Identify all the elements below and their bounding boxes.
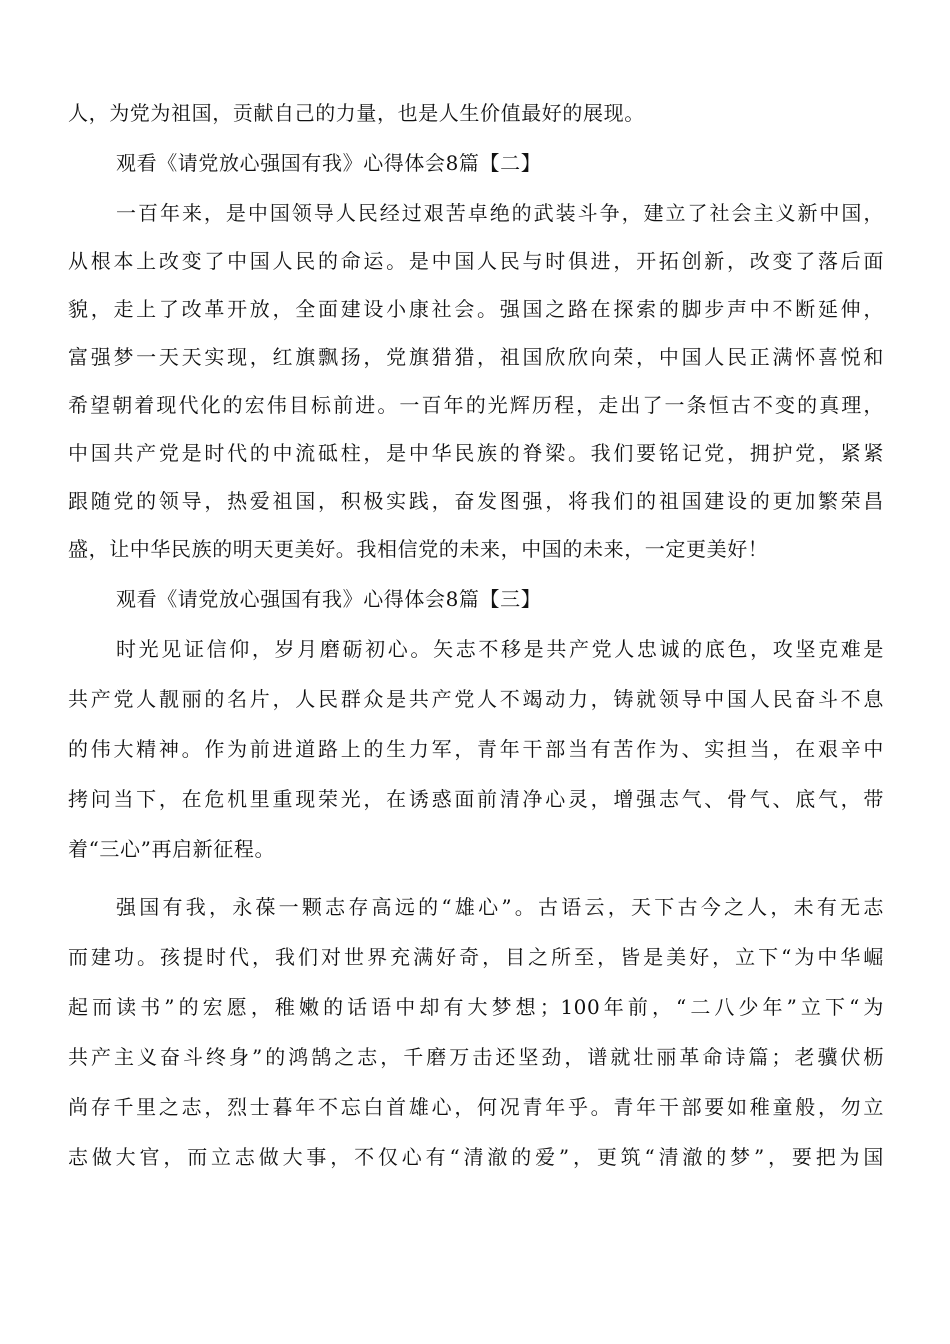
paragraph-line: 的伟大精神。作为前进道路上的生力军，青年干部当有苦作为、实担当，在艰辛中 [68, 737, 884, 761]
paragraph-line: 跟随党的领导，热爱祖国，积极实践，奋发图强，将我们的祖国建设的更加繁荣昌 [68, 489, 884, 513]
paragraph-line: 起而读书”的宏愿，稚嫩的话语中却有大梦想；100年前，“二八少年”立下“为 [68, 995, 884, 1019]
paragraph-line: 志做大官，而立志做大事，不仅心有“清澈的爱”，更筑“清澈的梦”，要把为国 [68, 1145, 884, 1169]
paragraph-line: 共产主义奋斗终身”的鸿鹄之志，千磨万击还坚劲，谱就壮丽革命诗篇；老骥伏枥 [68, 1045, 884, 1069]
paragraph-line: 富强梦一天天实现，红旗飘扬，党旗猎猎，祖国欣欣向荣，中国人民正满怀喜悦和 [68, 345, 884, 369]
paragraph-line: 从根本上改变了中国人民的命运。是中国人民与时俱进，开拓创新，改变了落后面 [68, 249, 884, 273]
paragraph-line: 而建功。孩提时代，我们对世界充满好奇，目之所至，皆是美好，立下“为中华崛 [68, 945, 884, 969]
paragraph-line: 拷问当下，在危机里重现荣光，在诱惑面前清净心灵，增强志气、骨气、底气，带 [68, 787, 884, 811]
paragraph-line: 人，为党为祖国，贡献自己的力量，也是人生价值最好的展现。 [68, 101, 645, 125]
paragraph-line: 时光见证信仰，岁月磨砺初心。矢志不移是共产党人忠诚的底色，攻坚克难是 [116, 637, 884, 661]
paragraph-line: 貌，走上了改革开放，全面建设小康社会。强国之路在探索的脚步声中不断延伸， [68, 297, 884, 321]
paragraph-line: 中国共产党是时代的中流砥柱，是中华民族的脊梁。我们要铭记党，拥护党，紧紧 [68, 441, 884, 465]
section-heading-3: 观看《请党放心强国有我》心得体会8篇【三】 [116, 587, 542, 611]
paragraph-line: 共产党人靓丽的名片，人民群众是共产党人不竭动力，铸就领导中国人民奋斗不息 [68, 687, 884, 711]
paragraph-line: 尚存千里之志，烈士暮年不忘白首雄心，何况青年乎。青年干部要如稚童般，勿立 [68, 1095, 884, 1119]
paragraph-line: 一百年来，是中国领导人民经过艰苦卓绝的武装斗争，建立了社会主义新中国， [116, 201, 884, 225]
section-heading-2: 观看《请党放心强国有我》心得体会8篇【二】 [116, 151, 542, 175]
paragraph-line: 着“三心”再启新征程。 [68, 837, 276, 861]
paragraph-line: 强国有我，永葆一颗志存高远的“雄心”。古语云，天下古今之人，未有无志 [116, 895, 884, 919]
paragraph-line: 希望朝着现代化的宏伟目标前进。一百年的光辉历程，走出了一条恒古不变的真理， [68, 393, 884, 417]
paragraph-line: 盛，让中华民族的明天更美好。我相信党的未来，中国的未来，一定更美好！ [68, 537, 769, 561]
